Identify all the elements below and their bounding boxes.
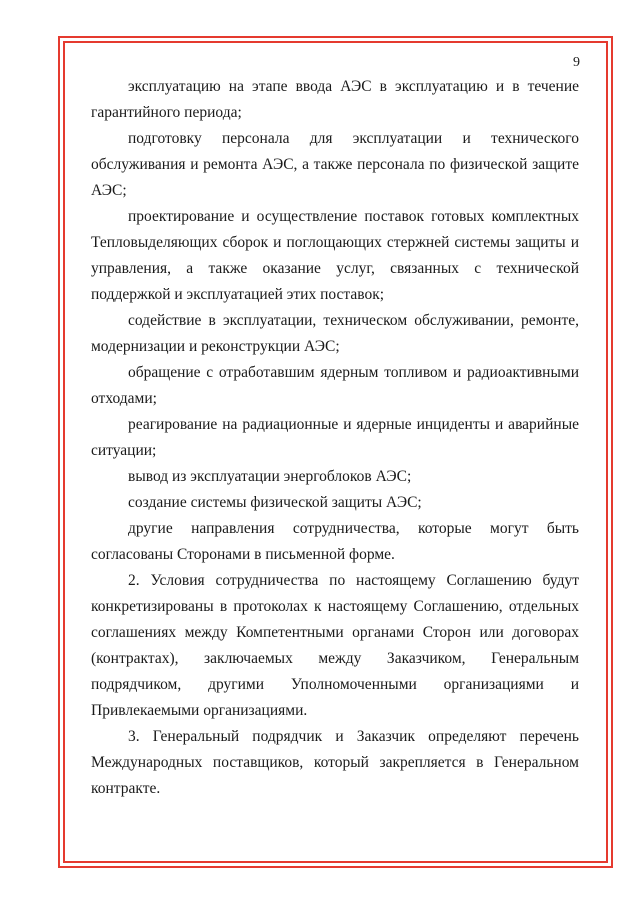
paragraph-3: проектирование и осуществление поставок готовых комплектных Тепловыделяющих сборок и поглощающих стержней системы защиты и управления, а также оказание услуг, связанных с технической поддержкой и эксплуатацией этих поставок; bbox=[91, 208, 579, 303]
paragraph-11: 3. Генеральный подрядчик и Заказчик определяют перечень Международных поставщиков, который закрепляется в Генеральном контракте. bbox=[91, 728, 579, 797]
paragraph-4: содействие в эксплуатации, техническом обслуживании, ремонте, модернизации и реконструкции АЭС; bbox=[91, 312, 579, 355]
paragraph-8: создание системы физической защиты АЭС; bbox=[128, 494, 422, 511]
paragraph-9: другие направления сотрудничества, которые могут быть согласованы Сторонами в письменной форме. bbox=[91, 520, 579, 563]
paragraph-10: 2. Условия сотрудничества по настоящему Соглашению будут конкретизированы в протоколах к настоящему Соглашению, отдельных соглашениях между Компетентными органами Сторон или договорах (контрактах), заключаемых между Заказчиком, Генеральным подрядчиком, другими Уполномоченными организациями и Привлекаемыми организациями. bbox=[91, 572, 579, 719]
paragraph-6: реагирование на радиационные и ядерные инциденты и аварийные ситуации; bbox=[91, 416, 579, 459]
document-body bbox=[91, 74, 579, 802]
paragraph-5: обращение с отработавшим ядерным топливом и радиоактивными отходами; bbox=[91, 364, 579, 407]
paragraph-2: подготовку персонала для эксплуатации и технического обслуживания и ремонта АЭС, а также персонала по физической защите АЭС; bbox=[91, 130, 579, 199]
paragraph-7: вывод из эксплуатации энергоблоков АЭС; bbox=[128, 468, 412, 485]
paragraph-1: эксплуатацию на этапе ввода АЭС в эксплуатацию и в течение гарантийного периода; bbox=[91, 78, 579, 121]
page-number: 9 bbox=[573, 55, 580, 70]
